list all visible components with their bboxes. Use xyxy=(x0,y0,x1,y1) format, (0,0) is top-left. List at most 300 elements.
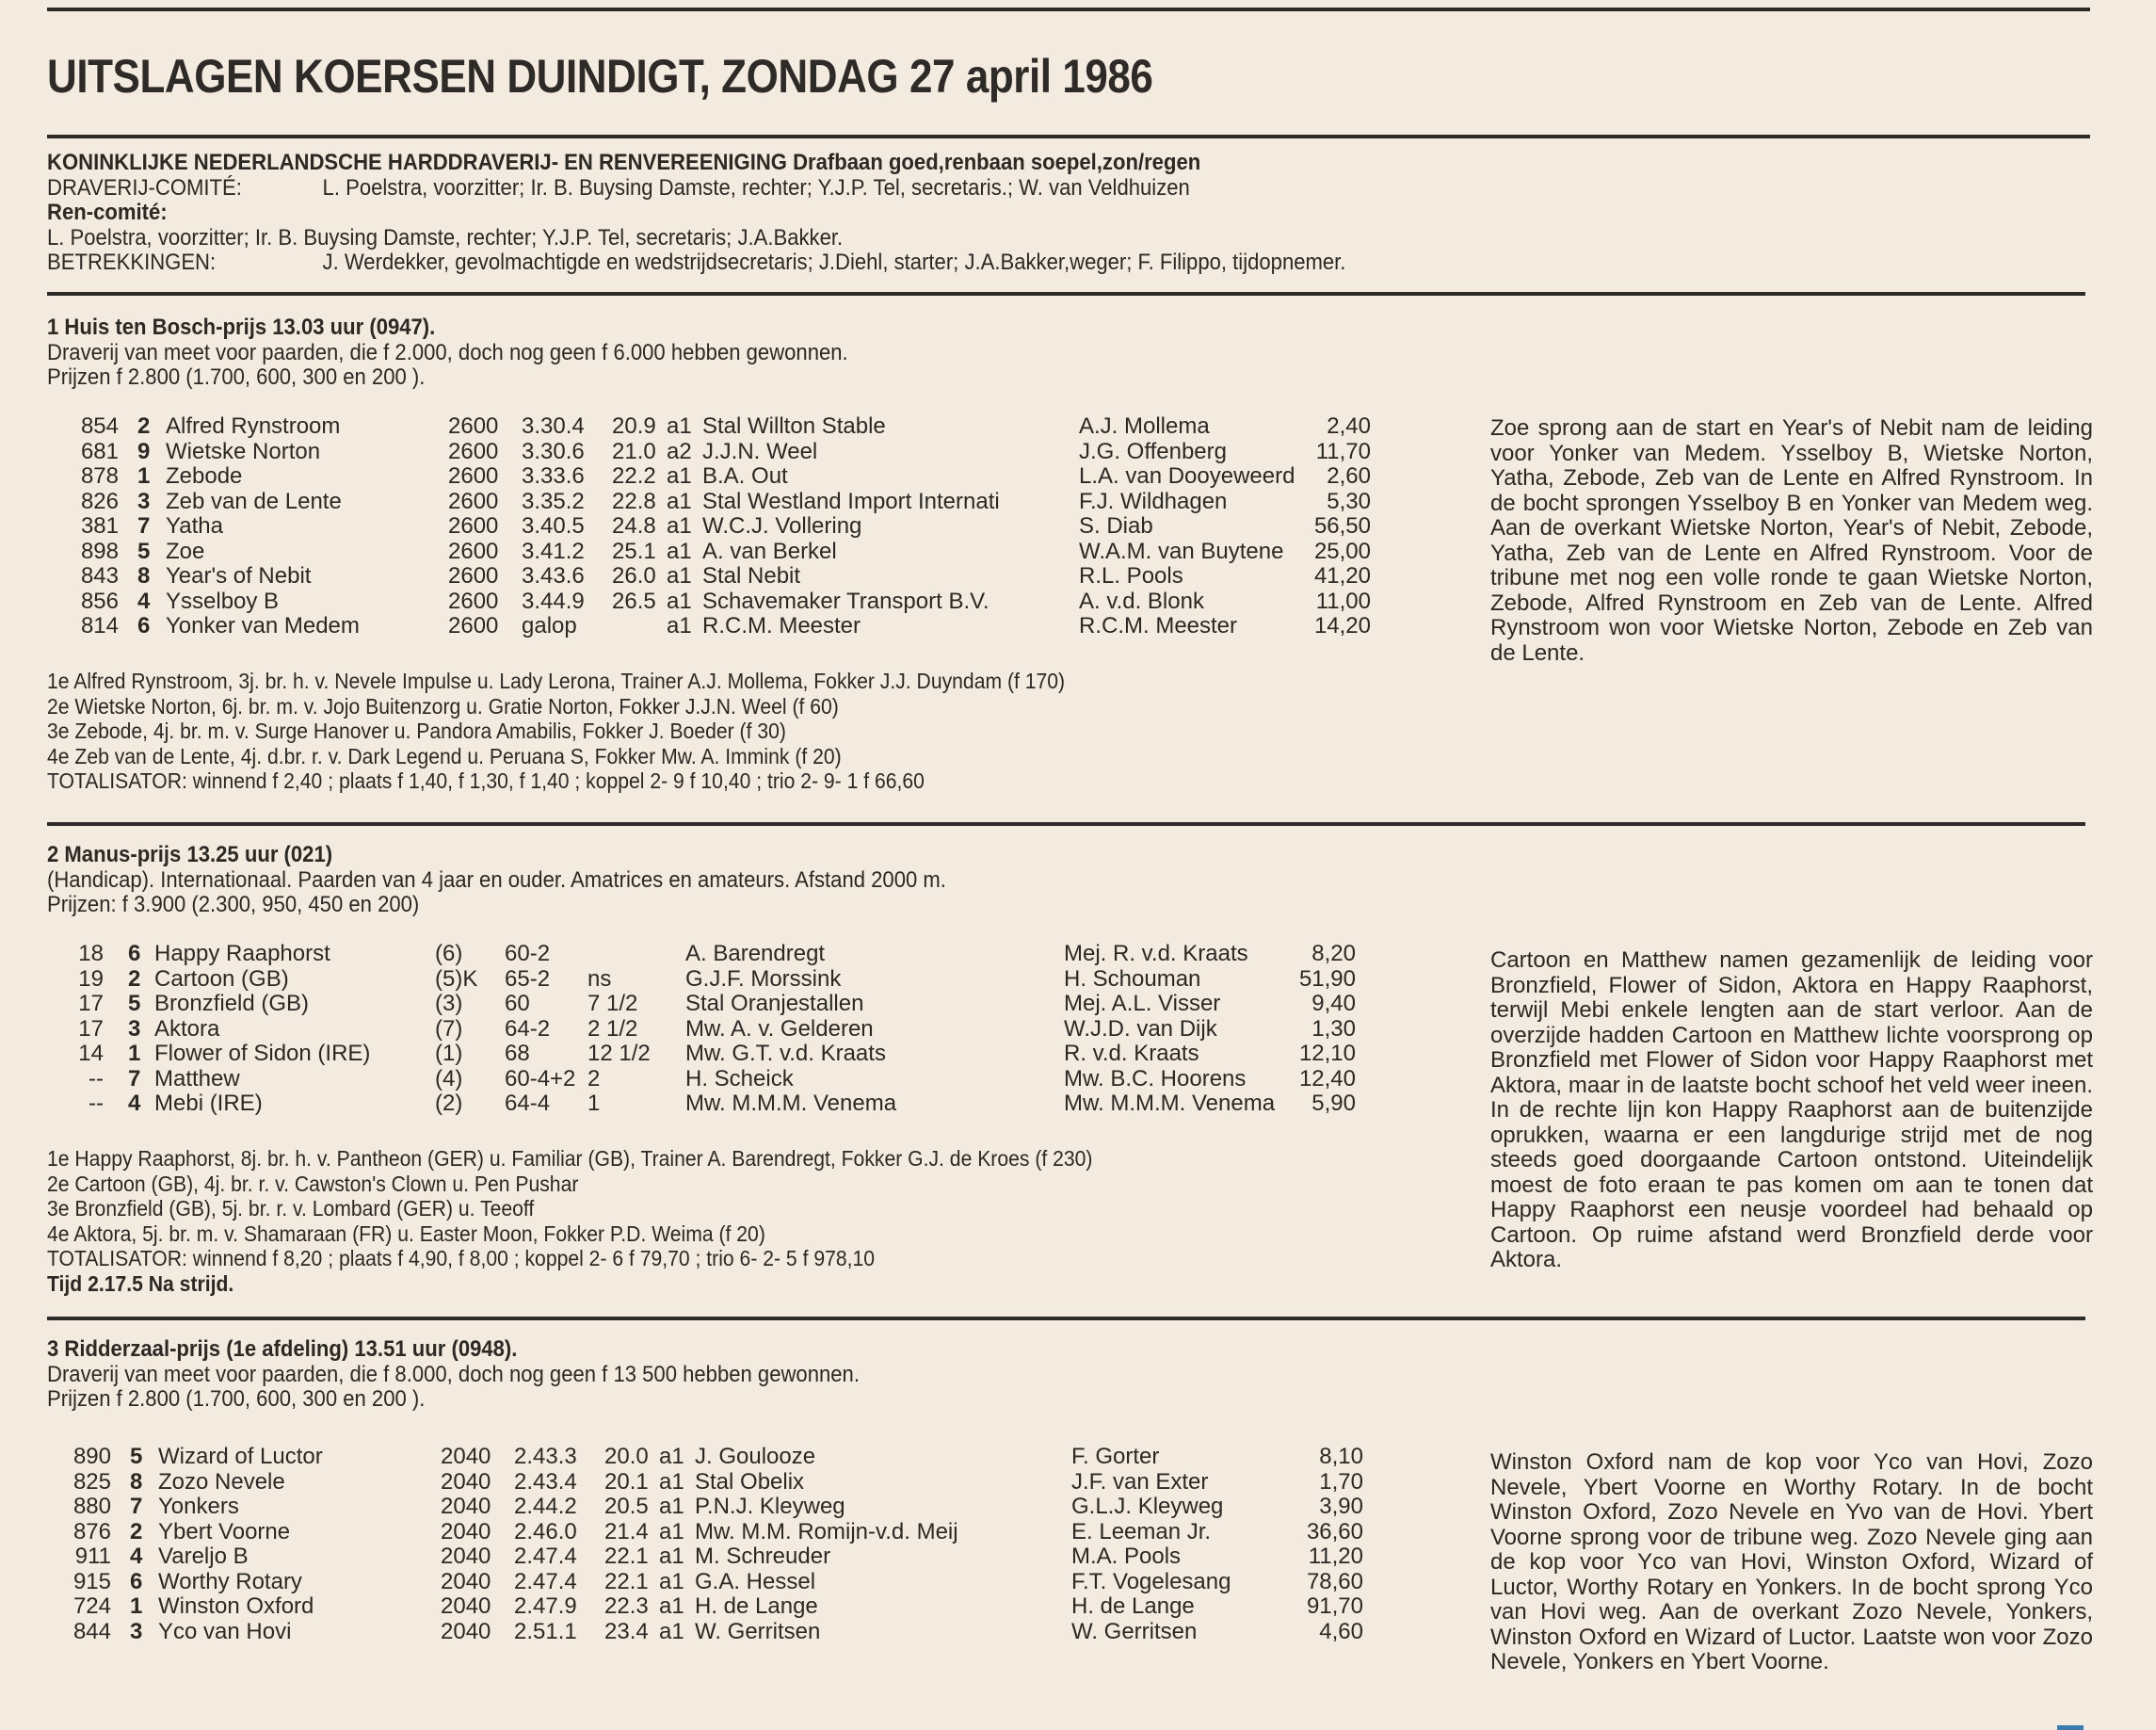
registration-number: 844 xyxy=(72,1618,111,1644)
start-number: 4 xyxy=(137,588,151,614)
horse-name: Wizard of Luctor xyxy=(158,1444,323,1469)
horse-name: Alfred Rynstroom xyxy=(166,413,341,439)
weight-class-number: -- xyxy=(88,1065,104,1091)
driver: W.A.M. van Buytene xyxy=(1079,538,1284,564)
result-row xyxy=(55,1594,1363,1620)
race-2-report: Cartoon en Matthew namen gezamenlijk de leiding voor Bronzfield, Flower of Sidon, Aktora en Happy Raaphorst, terwijl Mebi enkele lengten aan de start verloor. Aan de overzijde hadden Cartoon en Matthew lichte voorsprong op Bronzfield met Flower of Sidon voor Happy Raaphorst met Aktora, maar in de laatste bocht schoof het veld weer ineen. In de rechte lijn kon Happy Raaphorst aan de buitenzijde oprukken, waarna er een langdurige strijd met de nog steeds goed doorgaande Cartoon ontstond. Uiteindelijk moest de foto eraan te pas komen om aan te tonen dat Happy Raaphorst een neusje voordeel had behaald op Cartoon. Op ruime afstand werd Bronzfield derde voor Aktora. xyxy=(1490,947,2093,1272)
class: a1 xyxy=(667,488,692,514)
race-title: 2 Manus-prijs 13.25 uur (021) xyxy=(47,842,333,867)
result-row xyxy=(55,1520,1363,1545)
ren-comite-value: L. Poelstra, voorzitter; Ir. B. Buysing Damste, rechter; Y.J.P. Tel, secretaris; J.A.Bakker. xyxy=(47,224,844,251)
placing-2: 2e Wietske Norton, 6j. br. m. v. Jojo Buitenzorg u. Gratie Norton, Fokker J.J.N. Weel (f 60) xyxy=(47,693,839,719)
page-number-mark xyxy=(2057,1725,2084,1730)
start-number: 3 xyxy=(128,1015,141,1042)
horse-name: Matthew xyxy=(154,1065,240,1091)
race-2-pedigree xyxy=(47,1146,1092,1296)
weight-class-number: 18 xyxy=(78,941,104,966)
driver: R.C.M. Meester xyxy=(1079,613,1238,639)
distance: 2600 xyxy=(448,438,499,464)
weight-class-number: -- xyxy=(88,1091,104,1116)
owner: Mw. M.M.M. Venema xyxy=(685,1091,897,1116)
km-time: 24.8 xyxy=(612,513,656,539)
driver: A. v.d. Blonk xyxy=(1079,588,1204,614)
class: a1 xyxy=(659,1494,684,1519)
owner: H. Scheick xyxy=(685,1065,794,1091)
km-time: 26.0 xyxy=(612,563,656,589)
class: a1 xyxy=(659,1518,684,1544)
race-1-report: Zoe sprong aan de start en Year's of Nebit nam de leiding voor Yonker van Medem. Ysselboy B, Wietske Norton, Yatha, Zebode, Zeb van de Lente en Alfred Rynstroom. In de bocht sprongen Ysselboy B en Yonker van Medem weg. Aan de overkant Wietske Norton, Year's of Nebit, Zebode, Yatha, Zeb van de Lente en Alfred Rynstroom. Voor de tribune met nog een volle ronde te gaan Wietske Norton, Zebode, Alfred Rynstroom en Zeb van de Lente. Alfred Rynstroom won voor Wietske Norton, Zebode en Zeb van de Lente. xyxy=(1490,415,2093,666)
odds: 1,30 xyxy=(1311,1015,1356,1042)
driver: E. Leeman Jr. xyxy=(1071,1518,1212,1544)
horse-name: Ysselboy B xyxy=(166,588,280,614)
start-number: 6 xyxy=(130,1568,143,1594)
registration-number: 854 xyxy=(80,413,119,439)
finish-time: 2.44.2 xyxy=(514,1494,577,1519)
rider: Mw. M.M.M. Venema xyxy=(1064,1091,1276,1116)
horse-name: Happy Raaphorst xyxy=(154,941,330,966)
odds: 1,70 xyxy=(1319,1468,1363,1495)
placing-3: 3e Zebode, 4j. br. m. v. Surge Hanover u. Pandora Amabilis, Fokker J. Boeder (f 30) xyxy=(47,719,786,743)
km-time: 22.1 xyxy=(604,1568,649,1594)
start-number: 5 xyxy=(130,1444,143,1469)
horse-name: Year's of Nebit xyxy=(166,563,312,589)
odds: 11,00 xyxy=(1315,588,1371,614)
odds: 78,60 xyxy=(1306,1568,1363,1594)
owner: R.C.M. Meester xyxy=(702,613,861,639)
owner: Stal Nebit xyxy=(702,563,801,589)
odds: 14,20 xyxy=(1313,613,1371,639)
owner: Stal Westland Import Internati xyxy=(702,488,1000,514)
horse-name: Aktora xyxy=(154,1015,220,1042)
class: a1 xyxy=(659,1444,684,1469)
odds: 91,70 xyxy=(1306,1593,1363,1619)
start-number: 7 xyxy=(128,1065,141,1091)
registration-number: 898 xyxy=(80,538,119,564)
finish-time: galop xyxy=(522,613,577,639)
race-prizes: Prijzen f 2.800 (1.700, 600, 300 en 200 ). xyxy=(47,1386,426,1412)
distance: 2600 xyxy=(448,588,499,614)
owner: M. Schreuder xyxy=(695,1544,831,1569)
odds: 11,20 xyxy=(1308,1544,1363,1569)
placing-3: 3e Bronzfield (GB), 5j. br. r. v. Lombard (GER) u. Teeoff xyxy=(47,1196,535,1221)
horse-name: Wietske Norton xyxy=(166,438,321,464)
horse-name: Zozo Nevele xyxy=(158,1468,285,1495)
driver: W. Gerritsen xyxy=(1071,1618,1198,1644)
finish-time: 3.44.9 xyxy=(522,588,585,614)
placing-4: 4e Aktora, 5j. br. m. v. Shamaraan (FR) u. Easter Moon, Fokker P.D. Weima (f 20) xyxy=(47,1221,765,1246)
result-row xyxy=(68,1091,1356,1117)
start-number: 5 xyxy=(128,991,141,1016)
registration-number: 880 xyxy=(72,1494,111,1519)
horse-name: Worthy Rotary xyxy=(158,1568,302,1594)
owner: Mw. A. v. Gelderen xyxy=(685,1015,874,1042)
rider: W.J.D. van Dijk xyxy=(1064,1015,1217,1042)
class: a1 xyxy=(667,413,692,439)
ren-comite-label: Ren-comité: xyxy=(47,200,168,225)
owner: A. Barendregt xyxy=(685,941,826,966)
draverij-value: L. Poelstra, voorzitter; Ir. B. Buysing Damste, rechter; Y.J.P. Tel, secretaris.; W. van Veldhuizen xyxy=(322,174,1190,201)
totalisator: TOTALISATOR: winnend f 2,40 ; plaats f 1,40, f 1,30, f 1,40 ; koppel 2- 9 f 10,40 ; trio 2- 9- 1 f 66,60 xyxy=(47,768,925,793)
odds: 9,40 xyxy=(1311,991,1356,1016)
odds: 12,10 xyxy=(1298,1041,1356,1066)
owner: H. de Lange xyxy=(695,1593,818,1619)
owner: P.N.J. Kleyweg xyxy=(695,1494,845,1519)
start-number: 8 xyxy=(137,563,151,589)
horse-name: Cartoon (GB) xyxy=(154,965,289,992)
start-number: 2 xyxy=(137,413,151,439)
odds: 25,00 xyxy=(1313,538,1371,564)
start-number: 2 xyxy=(130,1518,143,1544)
distance: 2600 xyxy=(448,413,499,439)
result-row xyxy=(62,590,1371,615)
class: a1 xyxy=(667,538,692,564)
race-prizes: Prijzen f 2.800 (1.700, 600, 300 en 200 ). xyxy=(47,364,426,390)
weight: 64-2 xyxy=(505,1015,551,1042)
odds: 11,70 xyxy=(1315,438,1371,464)
class: a1 xyxy=(667,613,692,639)
result-row xyxy=(68,1067,1356,1092)
distance: 2600 xyxy=(448,488,499,514)
class: a1 xyxy=(667,513,692,539)
page-title: UITSLAGEN KOERSEN DUINDIGT, ZONDAG 27 april 1986 xyxy=(47,50,1153,103)
start-number: 7 xyxy=(137,513,151,539)
km-time: 22.1 xyxy=(604,1544,649,1569)
start-number: 2 xyxy=(128,965,141,992)
result-row xyxy=(68,1042,1356,1067)
race-title: 3 Ridderzaal-prijs (1e afdeling) 13.51 uur (0948). xyxy=(47,1336,518,1362)
finish-time: 2.43.3 xyxy=(514,1444,577,1469)
horse-name: Zoe xyxy=(166,538,205,564)
distance: 2600 xyxy=(448,613,499,639)
draw: (6) xyxy=(435,941,463,966)
draw: (1) xyxy=(435,1041,463,1066)
registration-number: 681 xyxy=(80,438,119,464)
owner: Stal Willton Stable xyxy=(702,413,886,439)
weight: 60 xyxy=(505,991,530,1016)
result-row xyxy=(55,1445,1363,1470)
owner: Mw. M.M. Romijn-v.d. Meij xyxy=(695,1518,958,1544)
registration-number: 825 xyxy=(72,1468,111,1495)
draw: (4) xyxy=(435,1065,463,1091)
header-rule xyxy=(47,292,2085,296)
draverij-label: DRAVERIJ-COMITÉ: xyxy=(47,174,242,201)
owner: Schavemaker Transport B.V. xyxy=(702,588,990,614)
horse-name: Vareljo B xyxy=(158,1544,249,1569)
odds: 5,30 xyxy=(1327,488,1371,514)
distance: 2040 xyxy=(441,1618,491,1644)
result-row xyxy=(55,1495,1363,1520)
odds: 2,60 xyxy=(1327,463,1371,489)
odds: 4,60 xyxy=(1319,1618,1363,1644)
race-1-header xyxy=(47,315,848,391)
registration-number: 381 xyxy=(80,513,119,539)
placing-4: 4e Zeb van de Lente, 4j. d.br. r. v. Dark Legend u. Peruana S, Fokker Mw. A. Immink (f 20) xyxy=(47,743,842,768)
finish-time: 3.35.2 xyxy=(522,488,585,514)
driver: M.A. Pools xyxy=(1071,1544,1182,1569)
driver: H. de Lange xyxy=(1071,1593,1195,1619)
placing-1: 1e Happy Raaphorst, 8j. br. h. v. Pantheon (GER) u. Familiar (GB), Trainer A. Barendregt, Fokker G.J. de Kroes (f 230) xyxy=(47,1146,1093,1171)
organisation-name: KONINKLIJKE NEDERLANDSCHE HARDDRAVERIJ- EN RENVEREENIGING xyxy=(47,150,787,175)
driver: F.T. Vogelesang xyxy=(1071,1568,1231,1594)
horse-name: Zebode xyxy=(166,463,243,489)
class: a2 xyxy=(667,438,692,464)
rider: Mej. A.L. Visser xyxy=(1064,991,1221,1016)
race-title: 1 Huis ten Bosch-prijs 13.03 uur (0947). xyxy=(47,315,436,340)
rider: Mw. B.C. Hoorens xyxy=(1064,1065,1247,1091)
margin xyxy=(587,942,685,967)
registration-number: 724 xyxy=(72,1593,111,1619)
betrekkingen-label: BETREKKINGEN: xyxy=(47,250,217,275)
weight: 64-4 xyxy=(505,1091,551,1116)
race-conditions: (Handicap). Internationaal. Paarden van 4 jaar en ouder. Amatrices en amateurs. Afstand 2000 m. xyxy=(47,866,946,893)
result-row xyxy=(68,967,1356,993)
owner: A. van Berkel xyxy=(702,538,837,564)
weight: 60-2 xyxy=(505,941,551,966)
draw: (5)K xyxy=(435,965,478,992)
race-prizes: Prijzen: f 3.900 (2.300, 950, 450 en 200) xyxy=(47,892,420,917)
owner: Mw. G.T. v.d. Kraats xyxy=(685,1041,886,1066)
weight: 65-2 xyxy=(505,965,551,992)
result-row xyxy=(62,464,1371,490)
driver: A.J. Mollema xyxy=(1079,413,1210,439)
distance: 2040 xyxy=(441,1494,491,1519)
owner: J. Goulooze xyxy=(695,1444,816,1469)
start-number: 5 xyxy=(137,538,151,564)
race-2-header xyxy=(47,843,946,918)
km-time: 20.1 xyxy=(604,1468,649,1495)
result-row xyxy=(68,1017,1356,1043)
driver: G.L.J. Kleyweg xyxy=(1071,1494,1224,1519)
weight-class-number: 19 xyxy=(78,965,104,992)
start-number: 1 xyxy=(130,1593,143,1619)
registration-number: 915 xyxy=(72,1568,111,1594)
km-time: 21.4 xyxy=(604,1518,649,1544)
race-3-report: Winston Oxford nam de kop voor Yco van Hovi, Zozo Nevele, Ybert Voorne en Worthy Rotary. In de bocht Winston Oxford, Zozo Nevele en Yvo van de Hovi. Ybert Voorne sprong voor de tribune weg. Zozo Nevele ging aan de kop voor Yco van Hovi, Winston Oxford, Wizard of Luctor, Worthy Rotary en Yonkers. In de bocht sprong Yco van Hovi weg. Aan de overkant Zozo Nevele, Yonkers, Winston Oxford en Wizard of Luctor. Laatste won voor Zozo Nevele, Yonkers en Ybert Voorne. xyxy=(1490,1449,2093,1674)
owner: W.C.J. Vollering xyxy=(702,513,862,539)
km-time: 21.0 xyxy=(612,438,656,464)
start-number: 4 xyxy=(130,1544,143,1569)
owner: G.J.F. Morssink xyxy=(685,965,842,992)
km-time: 23.4 xyxy=(604,1618,649,1644)
odds: 3,90 xyxy=(1319,1494,1363,1519)
result-row xyxy=(62,440,1371,465)
distance: 2600 xyxy=(448,563,499,589)
committee-header xyxy=(47,151,1458,276)
distance: 2040 xyxy=(441,1568,491,1594)
result-row xyxy=(55,1620,1363,1645)
placing-1: 1e Alfred Rynstroom, 3j. br. h. v. Nevele Impulse u. Lady Lerona, Trainer A.J. Mollema, Fokker J.J. Duyndam (f 170) xyxy=(47,669,1066,693)
finish-time: 2.51.1 xyxy=(514,1618,577,1644)
result-row xyxy=(62,564,1371,590)
horse-name: Ybert Voorne xyxy=(158,1518,291,1544)
finish-time: 2.47.4 xyxy=(514,1568,577,1594)
odds: 56,50 xyxy=(1313,513,1371,539)
race-1-results-table xyxy=(62,414,1371,639)
rider: R. v.d. Kraats xyxy=(1064,1041,1199,1066)
class: a1 xyxy=(659,1593,684,1619)
km-time: 22.8 xyxy=(612,488,656,514)
margin: 2 xyxy=(587,1065,601,1091)
result-row xyxy=(62,514,1371,540)
start-number: 4 xyxy=(128,1091,141,1116)
class: a1 xyxy=(667,588,692,614)
distance: 2600 xyxy=(448,463,499,489)
odds: 8,10 xyxy=(1319,1444,1363,1469)
horse-name: Yatha xyxy=(166,513,223,539)
km-time: 22.2 xyxy=(612,463,656,489)
draw: (7) xyxy=(435,1015,463,1042)
margin: 2 1/2 xyxy=(587,1015,638,1042)
race-conditions: Draverij van meet voor paarden, die f 2.000, doch nog geen f 6.000 hebben gewonnen. xyxy=(47,339,848,365)
distance: 2040 xyxy=(441,1544,491,1569)
margin: ns xyxy=(587,965,612,992)
km-time xyxy=(612,614,667,639)
betrekkingen-value: J. Werdekker, gevolmachtigde en wedstrijdsecretaris; J.Diehl, starter; J.A.Bakker,weger; F. Filippo, tijdopnemer. xyxy=(322,250,1346,275)
weight: 60-4+2 xyxy=(505,1065,576,1091)
finish-time: 2.47.9 xyxy=(514,1593,577,1619)
start-number: 1 xyxy=(137,463,151,489)
registration-number: 843 xyxy=(80,563,119,589)
rider: H. Schouman xyxy=(1064,965,1201,992)
class: a1 xyxy=(659,1618,684,1644)
race-conditions: Draverij van meet voor paarden, die f 8.000, doch nog geen f 13 500 hebben gewonnen. xyxy=(47,1361,860,1387)
result-row xyxy=(68,942,1356,967)
registration-number: 814 xyxy=(80,613,119,639)
odds: 51,90 xyxy=(1298,965,1356,992)
registration-number: 890 xyxy=(72,1444,111,1469)
result-row xyxy=(55,1570,1363,1595)
margin: 1 xyxy=(587,1091,601,1116)
title-rule xyxy=(47,135,2090,138)
distance: 2040 xyxy=(441,1444,491,1469)
distance: 2040 xyxy=(441,1593,491,1619)
finish-time: 3.40.5 xyxy=(522,513,585,539)
driver: J.G. Offenberg xyxy=(1079,438,1227,464)
start-number: 8 xyxy=(130,1468,143,1495)
registration-number: 826 xyxy=(80,488,119,514)
finish-time: 2.47.4 xyxy=(514,1544,577,1569)
finish-time: 3.33.6 xyxy=(522,463,585,489)
driver: F. Gorter xyxy=(1071,1444,1160,1469)
driver: J.F. van Exter xyxy=(1071,1468,1209,1495)
weight-class-number: 17 xyxy=(78,1015,104,1042)
horse-name: Zeb van de Lente xyxy=(166,488,342,514)
race-1-rule xyxy=(47,822,2085,826)
draw: (2) xyxy=(435,1091,463,1116)
result-row xyxy=(62,614,1371,639)
weight-class-number: 14 xyxy=(78,1041,104,1066)
registration-number: 856 xyxy=(80,588,119,614)
horse-name: Yonker van Medem xyxy=(166,613,360,639)
owner: G.A. Hessel xyxy=(695,1568,816,1594)
start-number: 1 xyxy=(128,1041,141,1066)
start-number: 9 xyxy=(137,438,151,464)
margin: 7 1/2 xyxy=(587,991,638,1016)
horse-name: Flower of Sidon (IRE) xyxy=(154,1041,371,1066)
odds: 12,40 xyxy=(1298,1065,1356,1091)
km-time: 20.9 xyxy=(612,413,656,439)
result-row xyxy=(62,540,1371,565)
race-2-results-table xyxy=(68,942,1356,1117)
finish-time: 3.41.2 xyxy=(522,538,585,564)
class: a1 xyxy=(659,1468,684,1495)
registration-number: 911 xyxy=(74,1544,111,1569)
race-3-header xyxy=(47,1337,860,1413)
finish-time: 3.30.4 xyxy=(522,413,585,439)
top-rule xyxy=(47,8,2090,11)
draw: (3) xyxy=(435,991,463,1016)
result-row xyxy=(68,992,1356,1017)
race-1-pedigree xyxy=(47,669,1065,794)
race-time-note: Tijd 2.17.5 Na strijd. xyxy=(47,1270,234,1296)
owner: W. Gerritsen xyxy=(695,1618,821,1644)
class: a1 xyxy=(667,563,692,589)
result-row xyxy=(55,1544,1363,1570)
totalisator: TOTALISATOR: winnend f 8,20 ; plaats f 4,90, f 8,00 ; koppel 2- 6 f 79,70 ; trio 6- 2- 5 f 978,10 xyxy=(47,1246,876,1270)
horse-name: Winston Oxford xyxy=(158,1593,314,1619)
owner: B.A. Out xyxy=(702,463,788,489)
horse-name: Bronzfield (GB) xyxy=(154,991,310,1016)
weight-class-number: 17 xyxy=(78,991,104,1016)
odds: 36,60 xyxy=(1306,1518,1363,1544)
distance: 2600 xyxy=(448,513,499,539)
placing-2: 2e Cartoon (GB), 4j. br. r. v. Cawston's Clown u. Pen Pushar xyxy=(47,1171,579,1196)
km-time: 20.5 xyxy=(604,1494,649,1519)
km-time: 22.3 xyxy=(604,1593,649,1619)
registration-number: 878 xyxy=(80,463,119,489)
km-time: 25.1 xyxy=(612,538,656,564)
race-2-rule xyxy=(47,1317,2085,1320)
class: a1 xyxy=(659,1544,684,1569)
track-conditions: Drafbaan goed,renbaan soepel,zon/regen xyxy=(793,150,1201,175)
finish-time: 3.30.6 xyxy=(522,438,585,464)
distance: 2600 xyxy=(448,538,499,564)
owner: J.J.N. Weel xyxy=(702,438,818,464)
km-time: 20.0 xyxy=(604,1444,649,1469)
horse-name: Yonkers xyxy=(158,1494,239,1519)
driver: S. Diab xyxy=(1079,513,1153,539)
start-number: 7 xyxy=(130,1494,143,1519)
driver: L.A. van Dooyeweerd xyxy=(1079,463,1295,489)
owner: Stal Obelix xyxy=(695,1468,805,1495)
start-number: 6 xyxy=(137,613,151,639)
odds: 5,90 xyxy=(1311,1091,1356,1116)
race-3-results-table xyxy=(55,1445,1363,1644)
odds: 8,20 xyxy=(1311,941,1356,966)
start-number: 3 xyxy=(130,1618,143,1644)
rider: Mej. R. v.d. Kraats xyxy=(1064,941,1248,966)
distance: 2040 xyxy=(441,1468,491,1495)
registration-number: 876 xyxy=(72,1518,111,1544)
km-time: 26.5 xyxy=(612,588,656,614)
result-row xyxy=(62,414,1371,440)
odds: 41,20 xyxy=(1313,563,1371,589)
finish-time: 2.43.4 xyxy=(514,1468,577,1495)
result-row xyxy=(55,1470,1363,1496)
start-number: 3 xyxy=(137,488,151,514)
driver: F.J. Wildhagen xyxy=(1079,488,1228,514)
distance: 2040 xyxy=(441,1518,491,1544)
margin: 12 1/2 xyxy=(587,1041,651,1066)
start-number: 6 xyxy=(128,941,141,966)
class: a1 xyxy=(667,463,692,489)
finish-time: 3.43.6 xyxy=(522,563,585,589)
odds: 2,40 xyxy=(1327,413,1371,439)
horse-name: Yco van Hovi xyxy=(158,1618,292,1644)
horse-name: Mebi (IRE) xyxy=(154,1091,263,1116)
weight: 68 xyxy=(505,1041,530,1066)
class: a1 xyxy=(659,1568,684,1594)
